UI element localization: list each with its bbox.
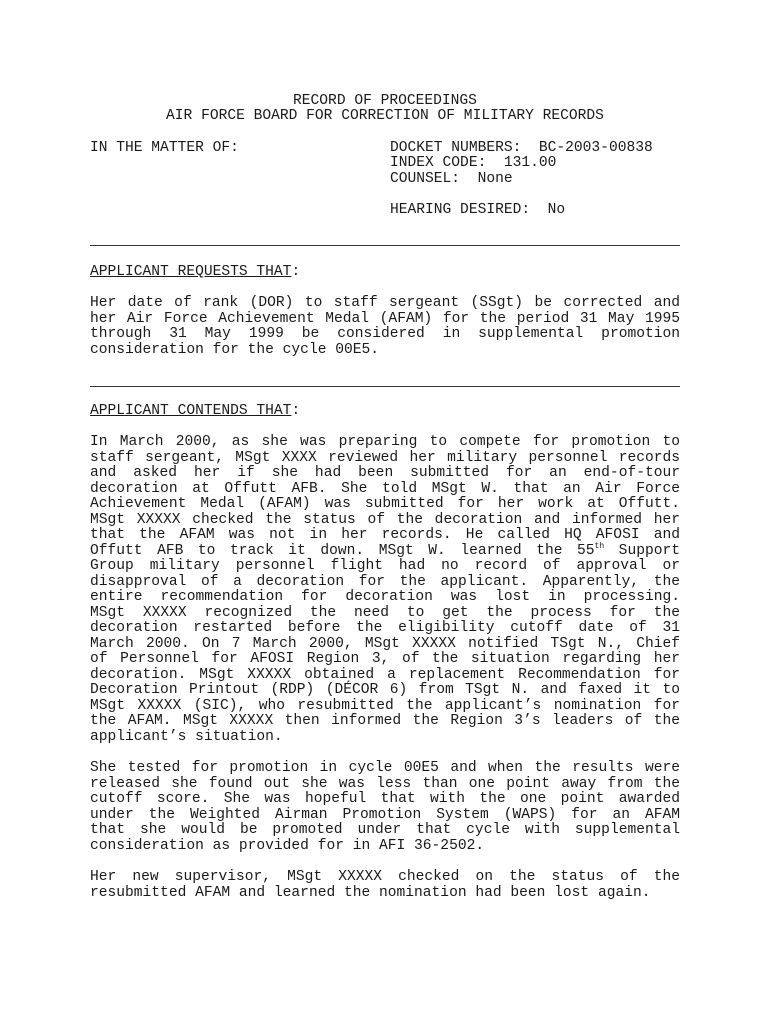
- paragraph-line: the AFAM. MSgt XXXXX then informed the Region 3’s leaders of the: [90, 713, 680, 729]
- paragraph-line: consideration for the cycle 00E5.: [90, 341, 380, 358]
- requests-heading: [90, 265, 300, 281]
- paragraph-line: Achievement Medal (AFAM) was submitted for her work at Offutt.: [90, 496, 680, 512]
- paragraph-line: MSgt XXXXX recognized the need to get the process for the: [90, 604, 680, 621]
- counsel: COUNSEL: None: [390, 171, 513, 187]
- hearing-desired: HEARING DESIRED: No: [390, 202, 566, 218]
- title-board-name: AIR FORCE BOARD FOR CORRECTION OF MILITARY RECORDS: [166, 108, 604, 124]
- index-code: INDEX CODE: 131.00: [390, 155, 557, 171]
- paragraph-line: March 2000. On 7 March 2000, MSgt XXXXX notified TSgt N., Chief: [90, 635, 680, 652]
- paragraph-line: Decoration Printout (RDP) (DÉCOR 6) from TSgt N. and faxed it to: [90, 682, 680, 698]
- paragraph-line: staff sergeant, MSgt XXXX reviewed her military personnel records: [90, 449, 680, 466]
- paragraph-line: consideration as provided for in AFI 36-2502.: [90, 837, 485, 854]
- paragraph-line: released she found out she was less than one point away from the: [90, 775, 680, 792]
- paragraph-line: In March 2000, as she was preparing to compete for promotion to: [90, 434, 680, 450]
- paragraph-line: applicant’s situation.: [90, 728, 283, 745]
- ordinal-superscript: th: [594, 541, 605, 551]
- divider-2: [90, 386, 680, 387]
- paragraph-line: She tested for promotion in cycle 00E5 and when the results were: [90, 760, 680, 776]
- contends-paragraph-2: [90, 761, 680, 854]
- paragraph-line: MSgt XXXXX (SIC), who resubmitted the applicant’s nomination for: [90, 697, 680, 714]
- line-text: Offutt AFB to track it down. MSgt W. learned the 55: [90, 542, 595, 559]
- paragraph-line: of Personnel for AFOSI Region 3, of the situation regarding her: [90, 651, 680, 667]
- line-text-after-superscript: Support: [604, 542, 680, 559]
- paragraph-line: decoration restarted before the eligibility cutoff date of 31: [90, 620, 680, 636]
- contends-paragraph-3: [90, 870, 680, 901]
- divider-1: [90, 245, 680, 246]
- paragraph-line: disapproval of a decoration for the applicant. Apparently, the: [90, 573, 680, 590]
- requests-heading-colon: :: [291, 264, 301, 280]
- paragraph-line: under the Weighted Airman Promotion System (WAPS) for an AFAM: [90, 806, 680, 823]
- paragraph-line: her Air Force Achievement Medal (AFAM) for the period 31 May 1995: [90, 310, 680, 327]
- contends-heading-text: APPLICANT CONTENDS THAT: [90, 403, 292, 419]
- contends-paragraph-1: [90, 435, 680, 745]
- paragraph-line: Group military personnel flight had no record of approval or: [90, 558, 680, 574]
- paragraph-line: resubmitted AFAM and learned the nomination had been lost again.: [90, 884, 651, 901]
- requests-paragraph: [90, 296, 680, 358]
- paragraph-line-with-superscript: [90, 541, 680, 560]
- matter-label: IN THE MATTER OF:: [90, 140, 239, 156]
- contends-heading: [90, 404, 300, 420]
- paragraph-line: and asked her if she had been submitted for an end-of-tour: [90, 465, 680, 481]
- paragraph-line: decoration. MSgt XXXXX obtained a replacement Recommendation for: [90, 666, 680, 683]
- docket-numbers: DOCKET NUMBERS: BC-2003-00838: [390, 140, 653, 156]
- paragraph-line: through 31 May 1999 be considered in supplemental promotion: [90, 326, 680, 342]
- paragraph-line: that she would be promoted under that cycle with supplemental: [90, 822, 680, 838]
- paragraph-line: Her new supervisor, MSgt XXXXX checked on the status of the: [90, 869, 680, 885]
- paragraph-line: that the AFAM was not in her records. He called HQ AFOSI and: [90, 527, 680, 543]
- paragraph-line: decoration at Offutt AFB. She told MSgt W. that an Air Force: [90, 480, 680, 497]
- paragraph-line: MSgt XXXXX checked the status of the decoration and informed her: [90, 511, 680, 528]
- contends-heading-colon: :: [291, 403, 301, 419]
- paragraph-line: cutoff score. She was hopeful that with the one point awarded: [90, 791, 680, 807]
- paragraph-line: Her date of rank (DOR) to staff sergeant (SSgt) be corrected and: [90, 295, 680, 311]
- requests-heading-text: APPLICANT REQUESTS THAT: [90, 264, 292, 280]
- title-record-of-proceedings: RECORD OF PROCEEDINGS: [293, 93, 477, 109]
- paragraph-line: entire recommendation for decoration was lost in processing.: [90, 589, 680, 605]
